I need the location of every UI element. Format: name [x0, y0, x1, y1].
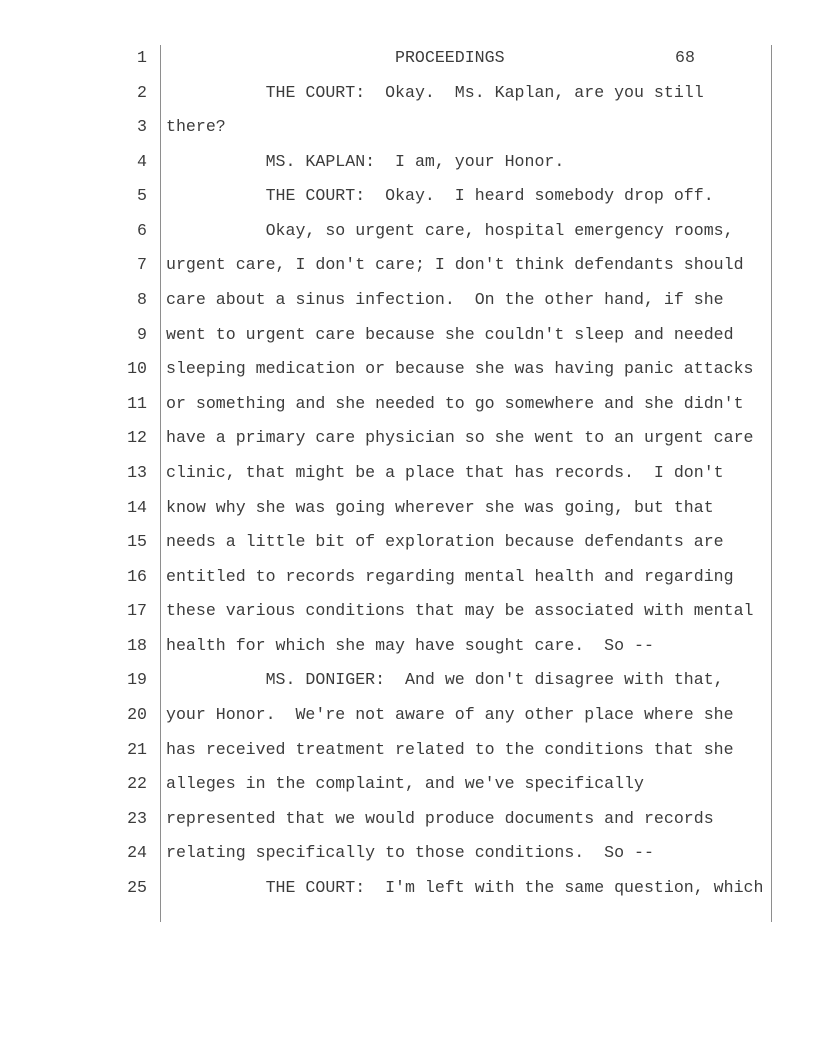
line-text: alleges in the complaint, and we've specifically — [166, 774, 644, 794]
line-text: clinic, that might be a place that has records. I don't — [166, 462, 724, 482]
line-number: 8 — [137, 290, 147, 310]
line-number: 9 — [137, 324, 147, 344]
transcript-line — [0, 80, 816, 105]
line-text: these various conditions that may be associated with mental — [166, 601, 754, 621]
line-number: 13 — [127, 462, 147, 482]
line-text: THE COURT: Okay. Ms. Kaplan, are you still — [166, 82, 704, 102]
transcript-line — [0, 460, 816, 485]
line-text: urgent care, I don't care; I don't think defendants should — [166, 255, 744, 275]
line-number: 16 — [127, 566, 147, 586]
line-number: 19 — [127, 670, 147, 690]
transcript-line — [0, 183, 816, 208]
transcript-line — [0, 667, 816, 692]
line-number: 21 — [127, 739, 147, 759]
line-number: 18 — [127, 635, 147, 655]
transcript-line — [0, 356, 816, 381]
transcript-line — [0, 702, 816, 727]
line-text: your Honor. We're not aware of any other place where she — [166, 705, 734, 725]
page-title: PROCEEDINGS — [395, 48, 505, 67]
line-number: 3 — [137, 117, 147, 137]
line-number: 1 — [137, 48, 147, 67]
line-number: 5 — [137, 186, 147, 206]
transcript-line — [0, 495, 816, 520]
line-text: care about a sinus infection. On the other hand, if she — [166, 290, 724, 310]
line-number: 14 — [127, 497, 147, 517]
transcript-line — [0, 425, 816, 450]
transcript-line — [0, 840, 816, 865]
line-number: 17 — [127, 601, 147, 621]
line-number: 23 — [127, 808, 147, 828]
line-text: went to urgent care because she couldn't sleep and needed — [166, 324, 734, 344]
line-text: there? — [166, 117, 226, 137]
line-number: 15 — [127, 532, 147, 552]
transcript-line — [0, 564, 816, 589]
line-text: THE COURT: I'm left with the same question, which — [166, 877, 764, 897]
line-text: THE COURT: Okay. I heard somebody drop off. — [166, 186, 714, 206]
line-number: 2 — [137, 82, 147, 102]
line-number: 20 — [127, 705, 147, 725]
line-number: 7 — [137, 255, 147, 275]
transcript-line — [0, 149, 816, 174]
line-number: 12 — [127, 428, 147, 448]
line-text: Okay, so urgent care, hospital emergency rooms, — [166, 220, 734, 240]
line-number: 25 — [127, 877, 147, 897]
line-text: or something and she needed to go somewhere and she didn't — [166, 393, 744, 413]
line-text: health for which she may have sought care. So -- — [166, 635, 654, 655]
line-text: MS. KAPLAN: I am, your Honor. — [166, 151, 565, 171]
line-number: 24 — [127, 843, 147, 863]
transcript-line — [0, 633, 816, 658]
transcript-line — [0, 391, 816, 416]
line-number: 4 — [137, 151, 147, 171]
transcript-line — [0, 529, 816, 554]
line-text: have a primary care physician so she went to an urgent care — [166, 428, 754, 448]
transcript-line — [0, 875, 816, 900]
header-row — [0, 45, 816, 70]
line-text: relating specifically to those conditions. So -- — [166, 843, 654, 863]
line-text: sleeping medication or because she was having panic attacks — [166, 359, 754, 379]
transcript-line — [0, 252, 816, 277]
transcript-line — [0, 287, 816, 312]
line-number: 22 — [127, 774, 147, 794]
transcript-line — [0, 598, 816, 623]
line-text: needs a little bit of exploration because defendants are — [166, 532, 724, 552]
line-text: know why she was going wherever she was going, but that — [166, 497, 714, 517]
line-text: entitled to records regarding mental health and regarding — [166, 566, 734, 586]
page-number: 68 — [675, 48, 695, 67]
transcript-line — [0, 322, 816, 347]
line-number: 10 — [127, 359, 147, 379]
transcript-line — [0, 806, 816, 831]
line-text: MS. DONIGER: And we don't disagree with that, — [166, 670, 724, 690]
line-number: 6 — [137, 220, 147, 240]
transcript-line — [0, 114, 816, 139]
transcript-line — [0, 771, 816, 796]
transcript-line — [0, 737, 816, 762]
line-number: 11 — [127, 393, 147, 413]
line-text: represented that we would produce documents and records — [166, 808, 714, 828]
transcript-line — [0, 218, 816, 243]
line-text: has received treatment related to the conditions that she — [166, 739, 734, 759]
